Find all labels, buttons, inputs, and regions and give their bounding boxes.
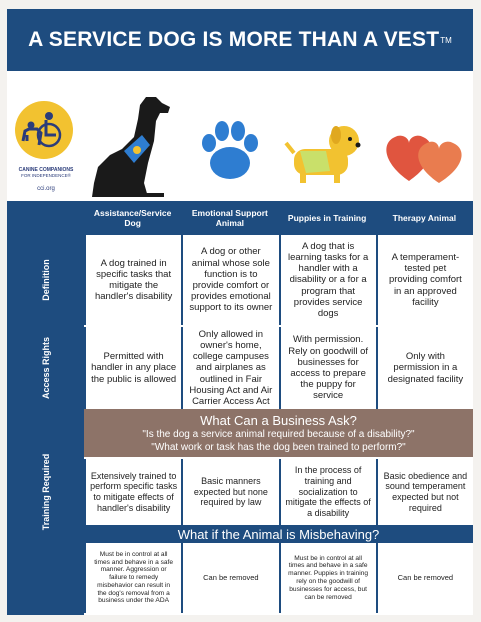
business-ask-band [84,409,473,457]
infographic-page [7,9,473,615]
logo-url: cci.org [37,186,55,192]
access-cell: With permission. Rely on goodwill of businesses for access to prepare the puppy for service [281,327,376,409]
service-dog-illustration [84,71,181,201]
row-label-definition: Definition [40,259,51,301]
access-cell: Only allowed in owner's home, college campuses and airplanes as outlined in Fair Housing Act and Air Carrier Access Act [183,327,278,409]
business-ask-title: What Can a Business Ask? [200,413,357,428]
logo-icon [15,101,73,159]
misbehaving-cell: Must be in control at all times and behave in a safe manner. Aggression or failure to remedy misbehavior can result in the dog's removal from a business under the ADA [86,543,181,613]
row-label-access: Access Rights [40,336,51,400]
column-header-puppies: Puppies in Training [287,213,367,223]
definition-cell: A dog or other animal whose sole function is to provide comfort or provides emotional support to its owner [183,235,278,325]
canine-companions-logo [15,101,73,159]
misbehaving-cell: Must be in control at all times and behave in a safe manner. Puppies in training rely on the goodwill of businesses for access, but can be removed [281,543,376,613]
paw-icon [181,71,278,201]
hearts-icon [375,71,473,201]
paw-illustration [181,71,278,201]
misbehaving-band: What if the Animal is Misbehaving? [84,525,473,543]
hearts-illustration [375,71,473,201]
definition-cell: A dog trained in specific tasks that mitigate the handler's disability [86,235,181,325]
page-title: A SERVICE DOG IS MORE THAN A VEST [28,28,440,51]
row-label-training: Training Required [40,453,51,531]
puppy-icon [278,71,375,201]
trademark-mark: TM [440,35,452,45]
definition-cell: A temperament-tested pet providing comfort in an approved facility [378,235,473,325]
row-misbehaving [84,543,473,613]
training-cell: Basic obedience and sound temperament expected but not required [378,459,473,525]
column-header-service-dog: Assistance/Service Dog [93,208,172,228]
access-cell: Permitted with handler in any place the public is allowed [86,327,181,409]
definition-cell: A dog that is learning tasks for a handler with a disability or a for a program that provides service dogs [281,235,376,325]
access-cell: Only with permission in a designated facility [378,327,473,409]
training-cell: Basic manners expected but none required by law [183,459,278,525]
title-banner [7,9,473,71]
misbehaving-cell: Can be removed [378,543,473,613]
training-cell: Extensively trained to perform specific tasks to mitigate effects of handler's disability [86,459,181,525]
business-ask-question: "Is the dog a service animal required because of a disability?" [142,429,415,440]
puppy-illustration [278,71,375,201]
row-access-rights [84,327,473,409]
logo-block [7,71,84,201]
column-header-esa: Emotional Support Animal [191,208,268,228]
row-training-required [84,459,473,525]
column-header-therapy: Therapy Animal [392,213,457,223]
training-cell: In the process of training and socialization to mitigate the effects of a disability [281,459,376,525]
misbehaving-cell: Can be removed [183,543,278,613]
logo-name: CANINE COMPANIONS FOR INDEPENDENCE® [18,167,74,178]
row-definition [84,235,473,325]
business-ask-question: "What work or task has the dog been trained to perform?" [151,442,406,453]
service-dog-icon [84,71,181,201]
column-header-row [84,201,473,235]
